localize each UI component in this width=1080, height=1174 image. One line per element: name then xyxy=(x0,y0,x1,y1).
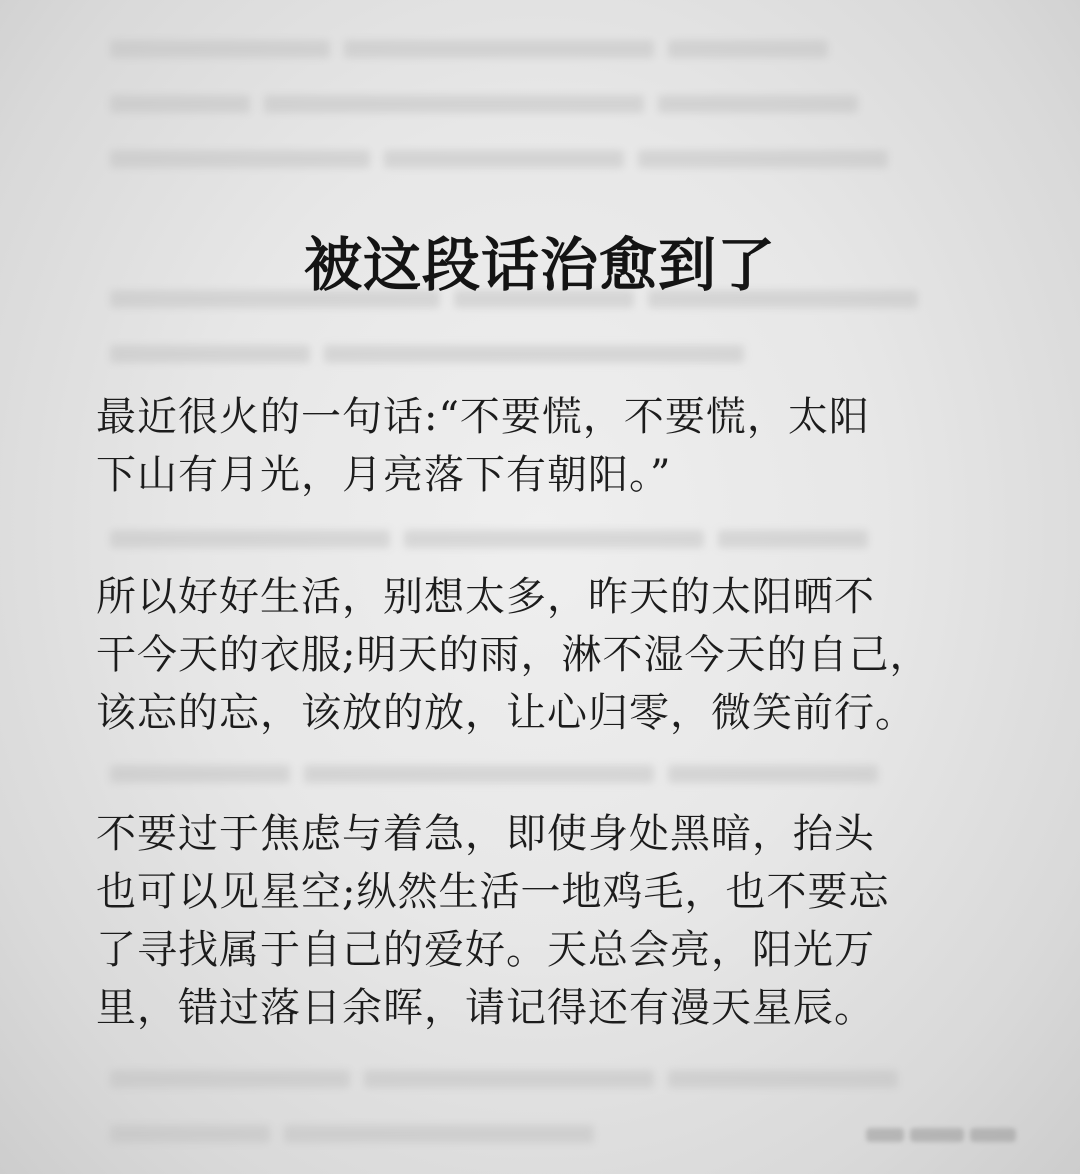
paragraph-line: 该忘的忘，该放的放，让心归零，微笑前行。 xyxy=(96,690,916,736)
paragraph-line: 不要过于焦虑与着急，即使身处黑暗，抬头 xyxy=(96,811,875,857)
page-title: 被这段话治愈到了 xyxy=(303,230,776,299)
paragraph-line: 里，错过落日余晖，请记得还有漫天星辰。 xyxy=(96,985,875,1031)
bleed-through-line xyxy=(110,95,970,117)
bleed-through-line xyxy=(110,765,970,787)
paragraph-2 xyxy=(96,568,996,742)
bleed-through-line xyxy=(110,1070,970,1092)
bleed-through-line xyxy=(110,1125,970,1147)
paragraph-line: 也可以见星空;纵然生活一地鸡毛，也不要忘 xyxy=(96,869,890,915)
paragraph-line: 了寻找属于自己的爱好。天总会亮，阳光万 xyxy=(96,927,875,973)
paragraph-line: 下山有月光，月亮落下有朝阳。” xyxy=(96,452,672,498)
paragraph-line: 干今天的衣服;明天的雨，淋不湿今天的自己， xyxy=(96,632,931,678)
paragraph-1 xyxy=(96,388,996,504)
paragraph-line: 所以好好生活，别想太多，昨天的太阳晒不 xyxy=(96,574,875,620)
bleed-through-line xyxy=(110,530,970,552)
bleed-through-line xyxy=(110,150,970,172)
blurred-watermark xyxy=(866,1122,1046,1148)
bleed-through-line xyxy=(110,40,970,62)
paragraph-3 xyxy=(96,805,996,1037)
paragraph-line: 最近很火的一句话:“不要慌，不要慌，太阳 xyxy=(96,394,870,440)
bleed-through-line xyxy=(110,345,970,367)
